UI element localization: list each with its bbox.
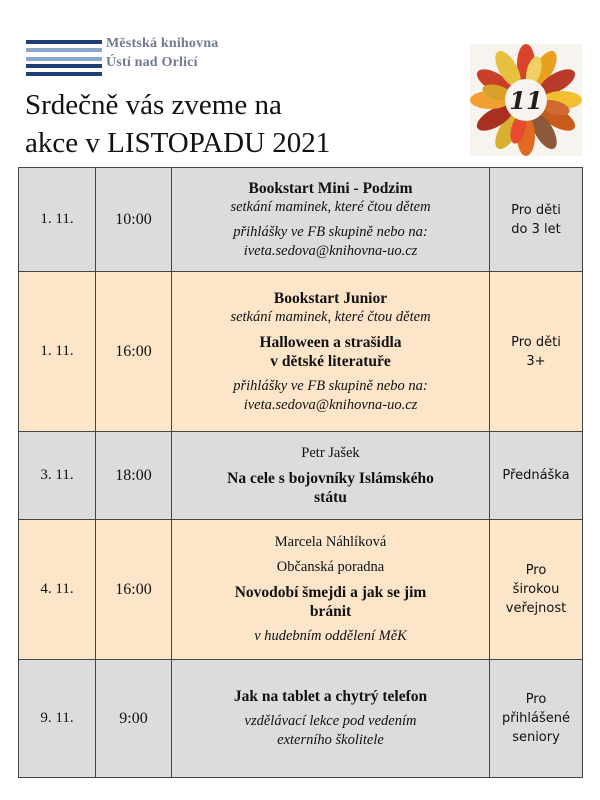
event-title: bránit xyxy=(309,603,352,620)
month-badge xyxy=(470,44,582,156)
event-subtitle: setkání maminek, které čtou dětem xyxy=(230,198,431,215)
logo-stripe xyxy=(26,40,102,44)
event-audience xyxy=(490,168,583,272)
event-audience xyxy=(490,432,583,520)
event-note: v hudebním oddělení MěK xyxy=(254,628,407,644)
event-date: 9. 11. xyxy=(19,660,96,778)
event-note: přihlášky ve FB skupině nebo na: xyxy=(233,377,428,394)
event-audience xyxy=(490,520,583,660)
logo-stripe xyxy=(26,48,102,52)
audience-line: do 3 let xyxy=(511,221,561,237)
table-row xyxy=(19,660,583,778)
table-row xyxy=(19,168,583,272)
audience-line: Pro děti xyxy=(511,202,561,218)
title-line1: Srdečně vás zveme na xyxy=(25,89,282,121)
event-title-secondary: Halloween a strašidla xyxy=(259,333,402,351)
event-speaker: Petr Jašek xyxy=(301,445,360,461)
leaf-wreath-icon xyxy=(470,44,582,156)
logo-stripe xyxy=(26,64,102,68)
event-date: 3. 11. xyxy=(19,432,96,520)
audience-line: Pro xyxy=(525,563,547,578)
audience-line: Přednáška xyxy=(502,468,570,483)
event-email: iveta.sedova@knihovna-uo.cz xyxy=(243,242,418,259)
event-audience xyxy=(490,660,583,778)
event-time: 16:00 xyxy=(96,272,172,432)
event-title: Na cele s bojovníky Islámského xyxy=(227,470,434,487)
library-logo xyxy=(26,36,266,82)
audience-line: veřejnost xyxy=(505,601,567,616)
event-subtitle: externího školitele xyxy=(277,732,384,748)
event-subtitle: setkání maminek, které čtou dětem xyxy=(230,308,431,325)
title-line2: akce v LISTOPADU 2021 xyxy=(25,127,331,159)
table-row xyxy=(19,272,583,432)
event-title: státu xyxy=(314,489,347,506)
audience-line: širokou xyxy=(512,582,560,597)
event-audience xyxy=(490,272,583,432)
event-title: Bookstart Junior xyxy=(273,289,388,307)
event-date: 4. 11. xyxy=(19,520,96,660)
audience-line: seniory xyxy=(512,730,560,745)
event-description xyxy=(172,168,490,272)
event-title: Jak na tablet a chytrý telefon xyxy=(233,688,428,705)
table-row xyxy=(19,432,583,520)
table-row xyxy=(19,520,583,660)
events-table xyxy=(18,167,583,778)
event-email: iveta.sedova@knihovna-uo.cz xyxy=(243,396,418,413)
audience-line: Pro děti xyxy=(511,334,561,350)
event-title-secondary: v dětské literatuře xyxy=(270,352,391,370)
event-time: 16:00 xyxy=(96,520,172,660)
event-date: 1. 11. xyxy=(19,168,96,272)
event-time: 9:00 xyxy=(96,660,172,778)
event-title: Novodobí šmejdi a jak se jim xyxy=(234,584,427,601)
event-time: 18:00 xyxy=(96,432,172,520)
event-title: Bookstart Mini - Podzim xyxy=(248,179,413,197)
page-title xyxy=(25,86,330,162)
event-description xyxy=(172,272,490,432)
event-description xyxy=(172,520,490,660)
event-description xyxy=(172,660,490,778)
audience-line: Pro xyxy=(525,692,547,707)
event-time: 10:00 xyxy=(96,168,172,272)
event-organizer: Občanská poradna xyxy=(276,559,385,575)
event-description xyxy=(172,432,490,520)
event-date: 1. 11. xyxy=(19,272,96,432)
badge-number: 11 xyxy=(509,86,543,115)
logo-stripe xyxy=(26,57,102,61)
audience-line: 3+ xyxy=(526,353,546,369)
org-name-line1: Městská knihovna xyxy=(106,36,219,51)
org-name-line2: Ústí nad Orlicí xyxy=(106,55,198,70)
audience-line: přihlášené xyxy=(501,711,571,726)
event-note: přihlášky ve FB skupině nebo na: xyxy=(233,223,428,240)
event-speaker: Marcela Náhlíková xyxy=(274,534,387,550)
event-subtitle: vzdělávací lekce pod vedením xyxy=(244,713,417,729)
logo-stripe xyxy=(26,72,102,76)
